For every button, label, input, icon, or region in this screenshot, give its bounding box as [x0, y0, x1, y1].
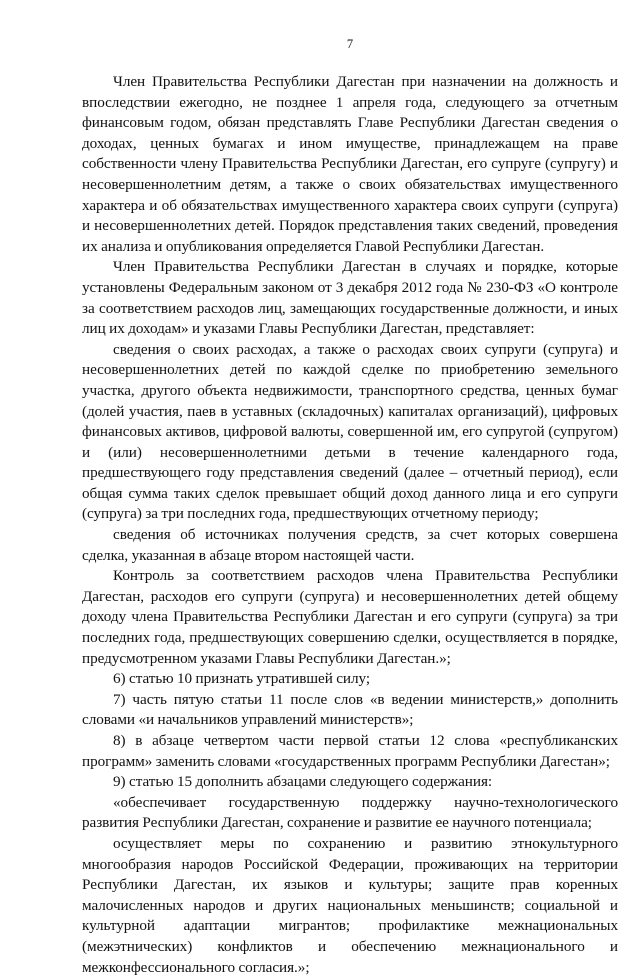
- amendment-item-7: 7) часть пятую статьи 11 после слов «в ведении министерств,» дополнить словами «и начальников управлений министерств»;: [82, 690, 618, 729]
- paragraph-income-reporting: Член Правительства Республики Дагестан при назначении на должность и впоследствии ежегодно, не позднее 1 апреля года, следующего за отчетным финансовым годом, обязан представлять Главе Республики Дагестан сведения о доходах, ценных бумагах и ином имуществе, принадлежащем на праве собственности члену Правительства Республики Дагестан, его супруге (супругу) и несовершеннолетним детям, а также о своих обязательствах имущественного характера и об обязательствах имущественного характера своих супруги (супруга) и несовершеннолетних детей. Порядок представления таких сведений, проведения их анализа и опубликования определяется Главой Республики Дагестан.: [82, 73, 618, 255]
- page-number: 7: [346, 37, 354, 51]
- paragraph-expense-compliance-control: Контроль за соответствием расходов члена Правительства Республики Дагестан, расходов его супруги (супруга) и несовершеннолетних детей общему доходу члена Правительства Республики Дагестан и его супруги (супруга) за три последних года, предшествующих совершению сделки, осуществляется в порядке, предусмотренном указами Главы Республики Дагестан.»;: [82, 567, 618, 667]
- paragraph-ethnocultural-diversity: осуществляет меры по сохранению и развитию этнокультурного многообразия народов Российской Федерации, проживающих на территории Республики Дагестан, их языков и культуры; защите прав коренных малочисленных народов и других национальных меньшинств; социальной и культурной адаптации мигрантов; профилактике межнациональных (межэтнических) конфликтов и обеспечению межнационального и межконфессионального согласия.»;: [82, 834, 618, 976]
- paragraph-science-support: «обеспечивает государственную поддержку научно-технологического развития Республики Дагестан, сохранение и развитие ее научного потенциала;: [82, 793, 618, 832]
- amendment-item-9: 9) статью 15 дополнить абзацами следующего содержания:: [113, 773, 493, 791]
- paragraph-expense-information: сведения о своих расходах, а также о расходах своих супруги (супруга) и несовершеннолетних детей по каждой сделке по приобретению земельного участка, другого объекта недвижимости, транспортного средства, ценных бумаг (долей участия, паев в уставных (складочных) капиталах организаций), цифровых финансовых активов, цифровой валюты, совершенной им, его супругой (супругом) и (или) несовершеннолетними детьми в течение календарного года, предшествующего году представления сведений (далее – отчетный период), если общая сумма таких сделок превышает общий доход данного лица и его супруги (супруга) за три последних года, предшествующих отчетному периоду;: [82, 340, 618, 523]
- paragraph-expense-control-law: Член Правительства Республики Дагестан в случаях и порядке, которые установлены Федеральным законом от 3 декабря 2012 года № 230-ФЗ «О контроле за соответствием расходов лиц, замещающих государственные должности, и иных лиц их доходам» и указами Главы Республики Дагестан, представляет:: [82, 258, 618, 338]
- amendment-item-6: 6) статью 10 признать утратившей силу;: [113, 670, 371, 688]
- amendment-item-8: 8) в абзаце четвертом части первой статьи 12 слова «республиканских программ» заменить словами «государственных программ Республики Дагестан»;: [82, 732, 618, 770]
- paragraph-funding-sources: сведения об источниках получения средств, за счет которых совершена сделка, указанная в абзаце втором настоящей части.: [82, 526, 618, 564]
